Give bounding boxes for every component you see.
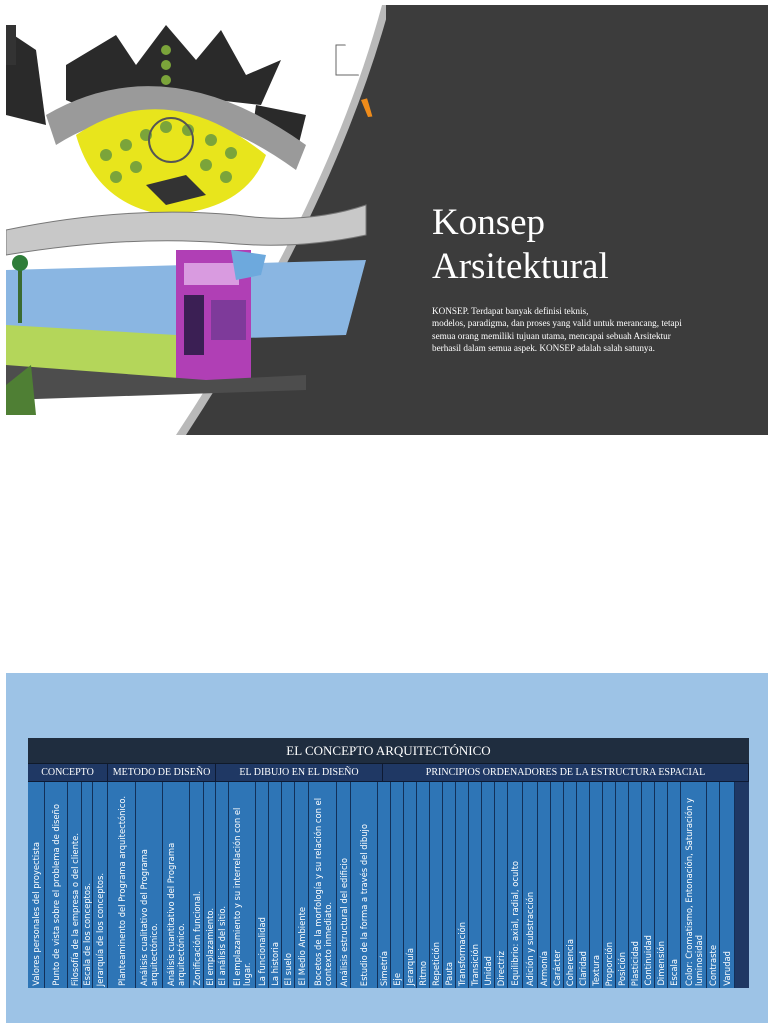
table-title: EL CONCEPTO ARQUITECTÓNICO — [28, 738, 749, 764]
column-header-cell — [28, 782, 45, 988]
column-header-label: Valores personales del proyectista — [31, 842, 41, 986]
column-header-label: El emplazamiento. — [204, 908, 215, 986]
column-header-cell — [523, 782, 538, 988]
column-header-cell — [564, 782, 577, 988]
concept-table — [28, 738, 749, 988]
column-header-cell — [616, 782, 629, 988]
column-header-label: Equilibrio: axial, radial, oculto — [510, 861, 520, 986]
column-header-cell — [282, 782, 295, 988]
column-header-cell — [378, 782, 391, 988]
column-header-cell — [82, 782, 93, 988]
column-header-label: Transición — [470, 944, 480, 986]
column-header-label: El emplazamiento y su interrelación con el lugar. — [232, 807, 252, 986]
column-header-label: Escala de los conceptos. — [82, 883, 92, 986]
column-header-cell — [551, 782, 564, 988]
column-header-cell — [68, 782, 82, 988]
column-header-label: El Medio Ambiente — [296, 907, 307, 986]
column-header-cell — [269, 782, 282, 988]
column-header-label: Bocetos de la morfología y su relación con el contexto inmediato. — [312, 797, 333, 986]
column-header-label: Planteaminento del Programa arquitectónico. — [116, 795, 127, 986]
column-header-label: Color: Cromatismo, Entonación, Saturación y luminosidad — [683, 797, 704, 986]
slide-title — [432, 201, 752, 289]
column-header-cell — [469, 782, 482, 988]
column-header-cell — [430, 782, 443, 988]
column-header-cell — [216, 782, 229, 988]
column-header-cell — [642, 782, 655, 988]
column-header-label: Análisis cualitativo del Programa arquitectónico. — [139, 849, 159, 986]
column-header-label: Varudad — [722, 951, 732, 986]
column-header-label: Repetición — [431, 941, 441, 986]
column-header-cell — [590, 782, 603, 988]
column-header-label: El suelo — [283, 953, 293, 986]
column-header-cell — [108, 782, 136, 988]
column-header-cell — [417, 782, 430, 988]
column-header-label: Coherencia — [565, 938, 575, 986]
column-header-cell — [482, 782, 495, 988]
column-header-label: Textura — [591, 955, 601, 986]
body-line: modelos, paradigma, dan proses yang valid untuk merancang, tetapi — [432, 318, 682, 329]
column-header-label: Filosofía de la empresa o del cliente. — [69, 832, 80, 986]
concept-table-slide — [6, 673, 768, 1023]
column-header-label: Carácter — [552, 949, 562, 986]
architectural-sketch-illustration — [6, 5, 386, 435]
column-header-label: Proporción — [604, 941, 614, 986]
column-header-cell — [655, 782, 668, 988]
column-header-cell — [190, 782, 204, 988]
column-header-cell — [136, 782, 163, 988]
column-header-cell — [229, 782, 256, 988]
column-header-label: La historia — [270, 942, 280, 986]
column-header-cell — [508, 782, 523, 988]
column-header-cell — [93, 782, 108, 988]
column-header-label: Plasticidad — [630, 940, 640, 986]
column-header-cell — [577, 782, 590, 988]
column-header-cell — [295, 782, 309, 988]
column-header-cell — [707, 782, 720, 988]
column-header-cell — [603, 782, 616, 988]
column-header-cell — [204, 782, 216, 988]
column-header-label: Punto de vista sobre el problema de diseño — [51, 804, 61, 986]
column-headers — [28, 782, 749, 988]
column-header-label: Transformación — [457, 921, 467, 986]
column-header-cell — [681, 782, 707, 988]
column-header-cell — [720, 782, 735, 988]
column-header-cell — [443, 782, 456, 988]
body-line: semua orang memiliki tujuan utama, mencapai sebuah Arsitektur — [432, 330, 671, 341]
column-header-label: Armonía — [539, 950, 549, 986]
slide-body-text — [432, 305, 732, 354]
group-header-principios: PRINCIPIOS ORDENADORES DE LA ESTRUCTURA ESPACIAL — [383, 764, 749, 782]
column-header-cell — [45, 782, 68, 988]
column-header-cell — [337, 782, 351, 988]
column-header-cell — [391, 782, 404, 988]
column-header-label: Eje — [392, 973, 402, 986]
column-header-cell — [495, 782, 508, 988]
column-header-label: Jerarquía de los conceptos. — [95, 872, 105, 986]
title-line-2: Arsitektural — [432, 246, 609, 287]
column-header-label: La funcionalidad — [257, 917, 267, 986]
group-header-metodo: METODO DE DISEÑO — [108, 764, 216, 782]
column-header-label: Simetría — [379, 950, 389, 986]
column-header-label: Unidad — [483, 956, 493, 986]
group-header-dibujo: EL DIBUJO EN EL DISEÑO — [216, 764, 383, 782]
column-header-label: Escala — [669, 959, 679, 986]
column-header-cell — [538, 782, 551, 988]
title-slide — [6, 5, 768, 435]
column-header-label: Pauta — [444, 962, 454, 986]
column-header-cell — [404, 782, 417, 988]
column-header-label: El análisis del sitio. — [217, 906, 227, 986]
column-header-label: Zonificación funcional. — [191, 891, 202, 986]
body-line: berhasil dalam semua aspek. KONSEP adalah salah satunya. — [432, 342, 655, 353]
column-header-label: Claridad — [578, 951, 588, 986]
column-header-label: Adición y substracción — [525, 891, 535, 986]
column-header-label: Análisis cuantitativo del Programa arquitectónico. — [166, 842, 186, 986]
column-header-cell — [163, 782, 190, 988]
column-header-cell — [309, 782, 337, 988]
group-header-row — [28, 764, 749, 782]
column-header-cell — [629, 782, 642, 988]
column-header-label: Directriz — [496, 950, 506, 986]
column-header-label: Jerarquía — [405, 948, 415, 986]
column-header-label: Ritmo — [418, 961, 428, 986]
column-header-cell — [256, 782, 269, 988]
column-header-label: Contraste — [708, 945, 718, 986]
title-line-1: Konsep — [432, 202, 546, 243]
column-header-cell — [456, 782, 469, 988]
column-header-label: Posición — [617, 952, 627, 986]
column-header-label: Continuidad — [643, 935, 653, 986]
column-header-label: Estudio de la forma a través del dibujo — [359, 823, 369, 986]
column-header-label: Dimensión — [656, 941, 666, 986]
column-header-label: Análisis estructural del edificio — [338, 857, 349, 986]
column-header-cell — [351, 782, 378, 988]
body-line: KONSEP. Terdapat banyak definisi teknis, — [432, 306, 589, 316]
group-header-concepto: CONCEPTO — [28, 764, 108, 782]
column-header-cell — [668, 782, 681, 988]
